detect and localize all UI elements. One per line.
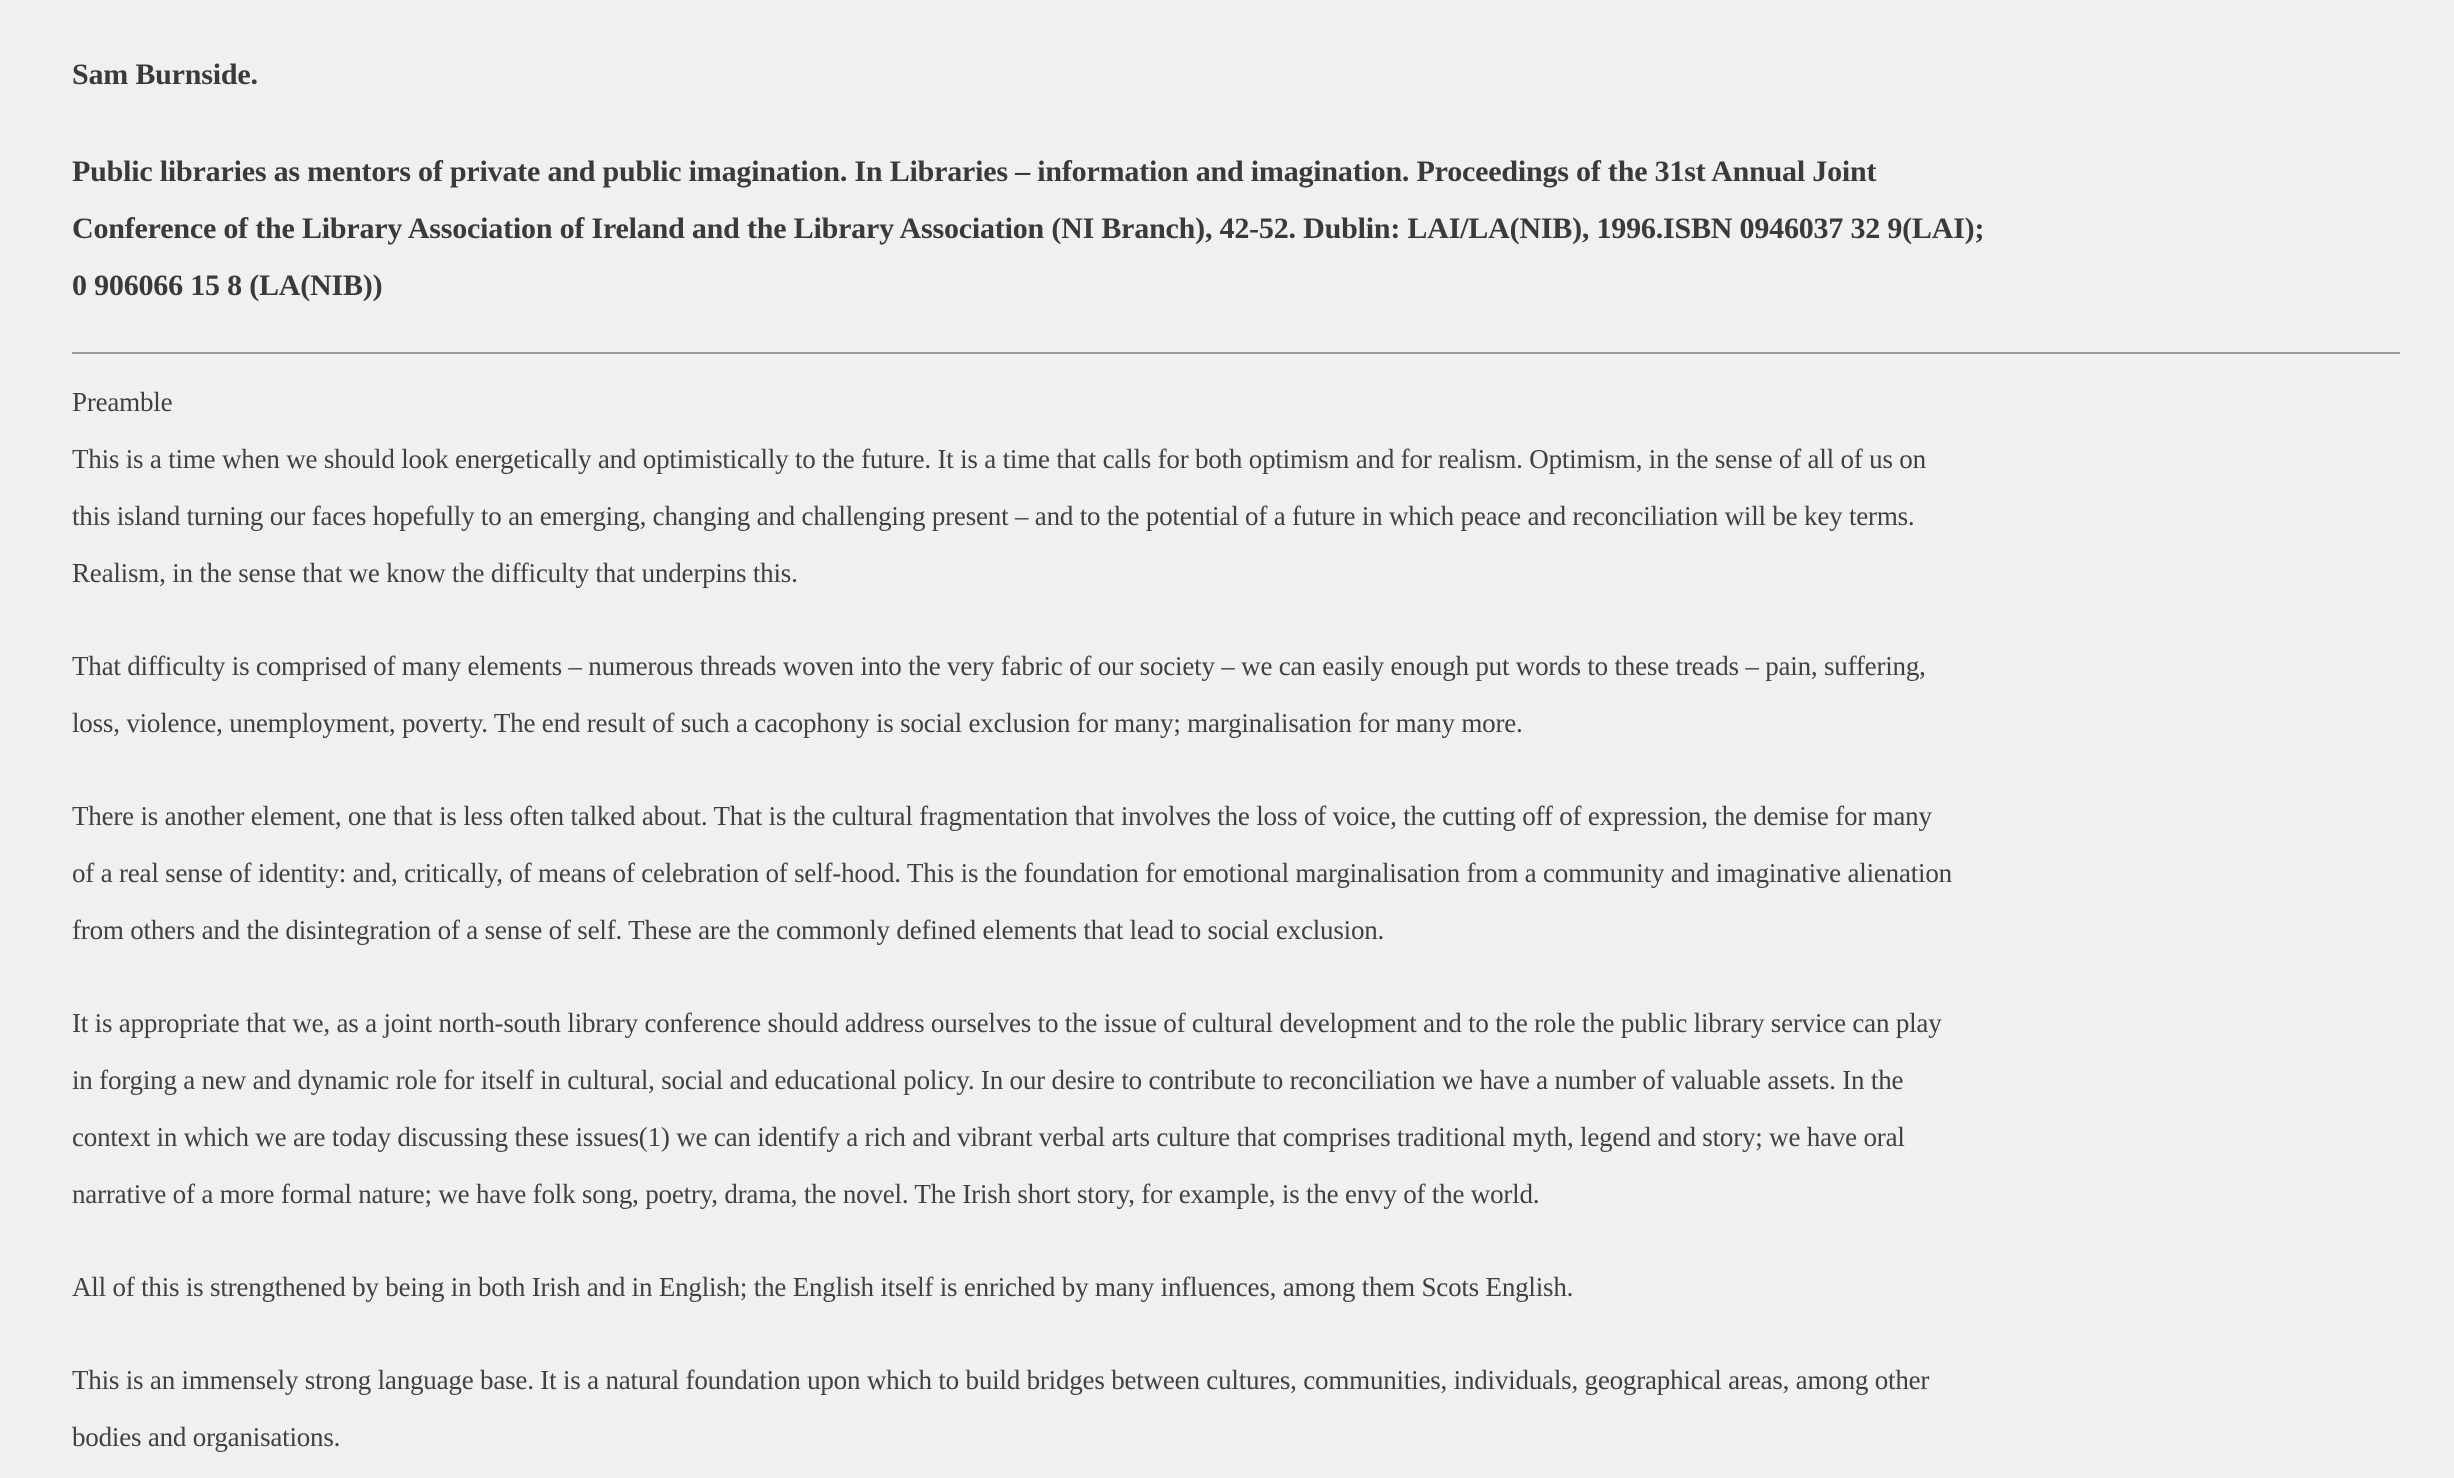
text-line: this island turning our faces hopefully to an emerging, changing and challenging present – and to the potential of a future in which peace and reconciliation will be key terms. bbox=[72, 501, 1915, 531]
text-line: of a real sense of identity: and, critically, of means of celebration of self-hood. This is the foundation for emotional marginalisation from a community and imaginative alienation bbox=[72, 858, 1952, 888]
text-line: Realism, in the sense that we know the difficulty that underpins this. bbox=[72, 558, 798, 588]
text-line: This is a time when we should look energetically and optimistically to the future. It is a time that calls for both optimism and for realism. Optimism, in the sense of all of us on bbox=[72, 444, 1926, 474]
text-line: This is an immensely strong language base. It is a natural foundation upon which to build bridges between cultures, communities, individuals, geographical areas, among other bbox=[72, 1365, 1930, 1395]
paragraph bbox=[72, 788, 2400, 959]
section-heading-text: Preamble bbox=[72, 387, 173, 417]
text-line: narrative of a more formal nature; we have folk song, poetry, drama, the novel. The Irish short story, for example, is the envy of the world. bbox=[72, 1179, 1540, 1209]
text-line: That difficulty is comprised of many elements – numerous threads woven into the very fabric of our society – we can easily enough put words to these treads – pain, suffering, bbox=[72, 651, 1926, 681]
divider-rule bbox=[72, 352, 2400, 354]
text-line: Public libraries as mentors of private and public imagination. In Libraries – information and imagination. Proceedings of the 31st Annual Joint bbox=[72, 155, 1877, 188]
paragraph bbox=[72, 431, 2400, 602]
paragraph bbox=[72, 995, 2400, 1223]
text-line: 0 906066 15 8 (LA(NIB)) bbox=[72, 269, 383, 302]
paragraph-list bbox=[72, 431, 2400, 1466]
text-line: Conference of the Library Association of Ireland and the Library Association (NI Branch), 42-52. Dublin: LAI/LA(NIB), 1996.ISBN 0946037 32 9(LAI); bbox=[72, 212, 1985, 245]
section-heading bbox=[72, 374, 2400, 431]
text-line: There is another element, one that is less often talked about. That is the cultural fragmentation that involves the loss of voice, the cutting off of expression, the demise for many bbox=[72, 801, 1932, 831]
author-name: Sam Burnside. bbox=[72, 58, 258, 91]
preamble-section bbox=[72, 374, 2400, 1466]
citation-heading bbox=[72, 143, 2400, 314]
paragraph bbox=[72, 1352, 2400, 1466]
paragraph bbox=[72, 638, 2400, 752]
paragraph bbox=[72, 1259, 2400, 1316]
text-line: in forging a new and dynamic role for itself in cultural, social and educational policy. In our desire to contribute to reconciliation we have a number of valuable assets. In the bbox=[72, 1065, 1904, 1095]
text-line: It is appropriate that we, as a joint north-south library conference should address ourselves to the issue of cultural development and to the role the public library service can play bbox=[72, 1008, 1942, 1038]
text-line: from others and the disintegration of a sense of self. These are the commonly defined elements that lead to social exclusion. bbox=[72, 915, 1385, 945]
text-line: All of this is strengthened by being in both Irish and in English; the English itself is enriched by many influences, among them Scots English. bbox=[72, 1272, 1574, 1302]
text-line: loss, violence, unemployment, poverty. The end result of such a cacophony is social exclusion for many; marginalisation for many more. bbox=[72, 708, 1523, 738]
text-line: bodies and organisations. bbox=[72, 1422, 341, 1452]
text-line: context in which we are today discussing these issues(1) we can identify a rich and vibrant verbal arts culture that comprises traditional myth, legend and story; we have oral bbox=[72, 1122, 1905, 1152]
author-byline bbox=[72, 46, 2400, 103]
